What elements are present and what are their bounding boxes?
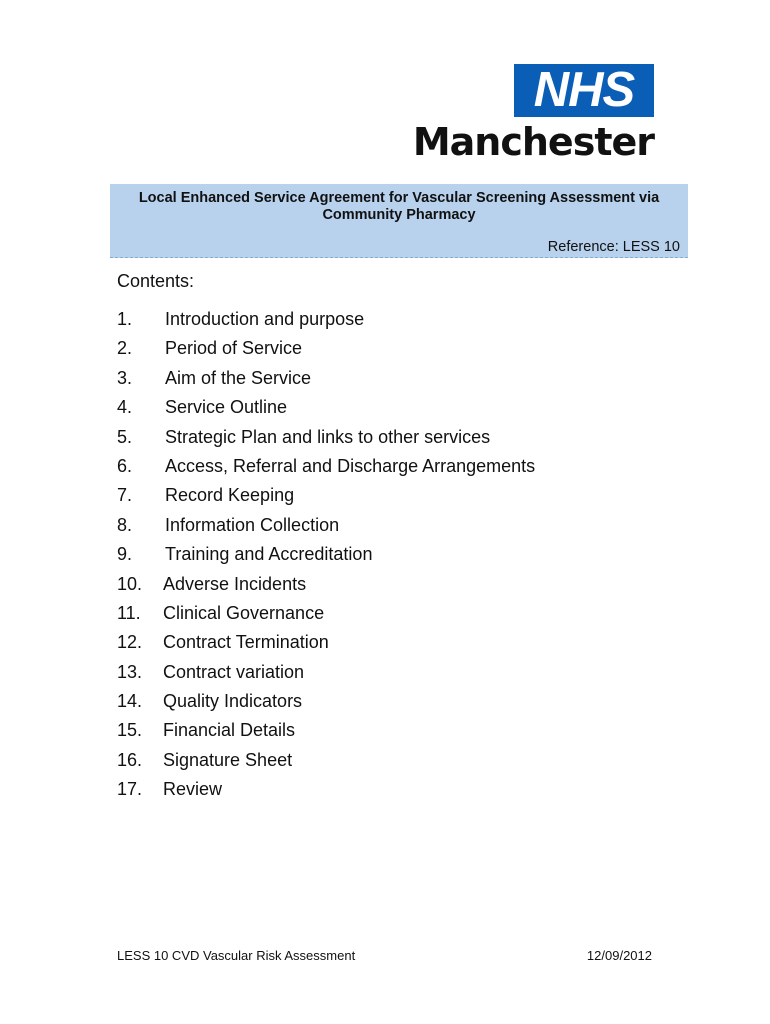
toc-item (117, 543, 677, 572)
toc-item-number: 7. (117, 485, 133, 506)
table-of-contents (117, 308, 677, 808)
toc-item-label: Signature Sheet (163, 749, 293, 770)
toc-item-number: 17. (117, 779, 143, 800)
toc-item-number: 13. (117, 661, 143, 682)
document-reference: Reference: LESS 10 (547, 239, 680, 255)
toc-item (117, 719, 677, 748)
toc-item-label: Contract variation (163, 661, 305, 682)
toc-item-number: 9. (117, 544, 133, 565)
toc-item-label: Adverse Incidents (163, 573, 307, 594)
toc-item (117, 514, 677, 543)
footer-date: 12/09/2012 (586, 948, 652, 963)
toc-item-label: Financial Details (163, 720, 296, 741)
toc-item-label: Aim of the Service (165, 367, 312, 388)
toc-item (117, 631, 677, 660)
document-title-box (110, 184, 688, 258)
toc-item-label: Service Outline (165, 397, 288, 418)
toc-item (117, 484, 677, 513)
toc-item-number: 16. (117, 749, 143, 770)
toc-item-label: Review (163, 779, 223, 800)
toc-item (117, 455, 677, 484)
footer-document-name: LESS 10 CVD Vascular Risk Assessment (117, 948, 356, 963)
toc-item (117, 367, 677, 396)
toc-item-number: 8. (117, 514, 133, 535)
toc-item (117, 690, 677, 719)
toc-item (117, 337, 677, 366)
toc-item-label: Access, Referral and Discharge Arrangements (165, 455, 536, 476)
nhs-manchester-logo (392, 64, 654, 164)
toc-item (117, 573, 677, 602)
toc-item-number: 12. (117, 632, 143, 653)
toc-item-label: Information Collection (165, 514, 340, 535)
contents-heading: Contents: (117, 271, 195, 291)
nhs-badge: NHS (514, 64, 654, 117)
toc-item-number: 6. (117, 455, 133, 476)
toc-item (117, 602, 677, 631)
toc-item-number: 5. (117, 426, 133, 447)
toc-item-label: Introduction and purpose (165, 309, 365, 329)
toc-item-label: Period of Service (165, 338, 303, 359)
toc-item (117, 308, 677, 337)
document-title: Local Enhanced Service Agreement for Vascular Screening Assessment via Community Pharmacy (138, 190, 660, 223)
toc-item (117, 778, 677, 807)
toc-item (117, 426, 677, 455)
toc-item-label: Training and Accreditation (165, 544, 373, 565)
toc-item-label: Quality Indicators (163, 691, 303, 712)
organisation-name: Manchester (412, 120, 654, 164)
toc-item-label: Contract Termination (163, 632, 329, 653)
toc-item-label: Record Keeping (165, 485, 295, 506)
toc-item (117, 661, 677, 690)
toc-item (117, 749, 677, 778)
toc-item (117, 396, 677, 425)
toc-item-number: 1. (117, 309, 133, 329)
toc-item-number: 3. (117, 367, 133, 388)
toc-item-number: 2. (117, 338, 133, 359)
toc-item-number: 4. (117, 397, 133, 418)
toc-item-number: 11. (117, 602, 141, 623)
toc-item-number: 10. (117, 573, 143, 594)
toc-item-number: 14. (117, 691, 143, 712)
toc-item-label: Strategic Plan and links to other services (165, 426, 491, 447)
toc-item-number: 15. (117, 720, 143, 741)
toc-item-label: Clinical Governance (163, 602, 325, 623)
